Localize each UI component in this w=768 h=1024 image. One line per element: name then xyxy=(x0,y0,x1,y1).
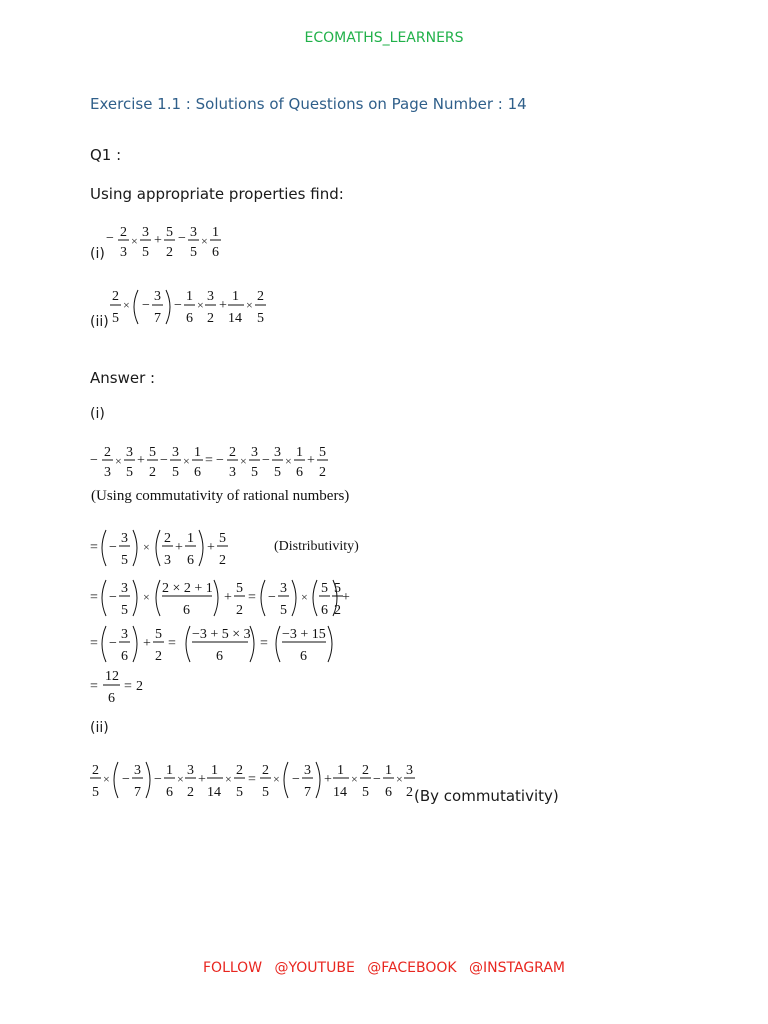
svg-text:1: 1 xyxy=(166,763,173,778)
svg-text:+: + xyxy=(307,453,315,468)
svg-text:6: 6 xyxy=(166,785,173,800)
svg-text:1: 1 xyxy=(385,763,392,778)
svg-text:5: 5 xyxy=(262,785,269,800)
question-part-i-label: (i) xyxy=(90,246,105,262)
svg-text:5: 5 xyxy=(219,531,226,546)
question-label: Q1 : xyxy=(90,146,122,164)
svg-text:5: 5 xyxy=(321,581,328,596)
svg-text:2: 2 xyxy=(406,785,413,800)
svg-text:3: 3 xyxy=(190,225,197,240)
svg-text:6: 6 xyxy=(121,649,128,664)
svg-text:=: = xyxy=(205,453,213,468)
svg-text:5: 5 xyxy=(257,311,264,326)
svg-text:2: 2 xyxy=(112,289,119,304)
svg-text:6: 6 xyxy=(183,603,190,618)
svg-text:5: 5 xyxy=(166,225,173,240)
svg-text:2: 2 xyxy=(362,763,369,778)
svg-text:6: 6 xyxy=(187,553,194,568)
svg-text:2: 2 xyxy=(104,445,111,460)
answer-i-step-4 xyxy=(88,620,338,668)
svg-text:−3 + 15: −3 + 15 xyxy=(282,627,326,642)
svg-text:=: = xyxy=(168,636,176,651)
svg-text:5: 5 xyxy=(362,785,369,800)
svg-text:2: 2 xyxy=(155,649,162,664)
svg-text:1: 1 xyxy=(194,445,201,460)
svg-text:14: 14 xyxy=(228,311,242,326)
svg-text:6: 6 xyxy=(186,311,193,326)
svg-text:2: 2 xyxy=(92,763,99,778)
answer-ii-step-1 xyxy=(88,756,418,804)
svg-text:3: 3 xyxy=(229,465,236,480)
svg-text:6: 6 xyxy=(296,465,303,480)
svg-text:3: 3 xyxy=(251,445,258,460)
question-i-expression xyxy=(104,222,234,260)
social-footer xyxy=(0,960,768,976)
question-ii-expression xyxy=(108,284,278,330)
svg-text:2: 2 xyxy=(149,465,156,480)
svg-text:3: 3 xyxy=(406,763,413,778)
answer-i-step-1 xyxy=(88,440,338,480)
svg-text:2: 2 xyxy=(236,603,243,618)
svg-text:7: 7 xyxy=(154,311,161,326)
svg-text:×: × xyxy=(396,772,403,786)
svg-text:×: × xyxy=(246,298,253,312)
svg-text:−3 + 5 × 3: −3 + 5 × 3 xyxy=(192,627,251,642)
svg-text:3: 3 xyxy=(154,289,161,304)
svg-text:=: = xyxy=(90,636,98,651)
svg-text:×: × xyxy=(115,454,122,468)
svg-text:−: − xyxy=(216,453,224,468)
svg-text:2: 2 xyxy=(166,245,173,260)
svg-text:−: − xyxy=(109,636,117,651)
svg-text:−: − xyxy=(178,231,186,246)
svg-text:+: + xyxy=(154,233,162,248)
site-header: ECOMATHS_LEARNERS xyxy=(304,30,464,46)
svg-text:5: 5 xyxy=(190,245,197,260)
svg-text:1: 1 xyxy=(211,763,218,778)
svg-text:5: 5 xyxy=(236,581,243,596)
svg-text:×: × xyxy=(143,540,150,554)
svg-text:+: + xyxy=(324,772,332,787)
svg-text:5: 5 xyxy=(334,581,341,596)
svg-text:−: − xyxy=(142,298,150,313)
svg-text:12: 12 xyxy=(105,669,119,684)
svg-text:3: 3 xyxy=(134,763,141,778)
svg-text:×: × xyxy=(183,454,190,468)
answer-i-step-3 xyxy=(88,574,358,622)
svg-text:3: 3 xyxy=(121,531,128,546)
svg-text:+: + xyxy=(175,540,183,555)
svg-text:7: 7 xyxy=(134,785,141,800)
svg-text:+: + xyxy=(219,298,227,313)
svg-text:−: − xyxy=(90,453,98,468)
svg-text:2: 2 xyxy=(262,763,269,778)
svg-text:+: + xyxy=(207,540,215,555)
svg-text:×: × xyxy=(273,772,280,786)
answer-i-step-3-tail xyxy=(334,574,370,622)
answer-label: Answer : xyxy=(90,369,156,387)
svg-text:3: 3 xyxy=(172,445,179,460)
svg-text:+: + xyxy=(137,453,145,468)
answer-i-result xyxy=(88,666,158,708)
instagram-link[interactable]: @INSTAGRAM xyxy=(469,960,565,976)
svg-text:5: 5 xyxy=(319,445,326,460)
svg-text:6: 6 xyxy=(300,649,307,664)
svg-text:×: × xyxy=(225,772,232,786)
svg-text:−: − xyxy=(109,590,117,605)
svg-text:=: = xyxy=(248,590,256,605)
svg-text:3: 3 xyxy=(274,445,281,460)
svg-text:5: 5 xyxy=(92,785,99,800)
svg-text:3: 3 xyxy=(121,627,128,642)
svg-text:14: 14 xyxy=(207,785,221,800)
svg-text:3: 3 xyxy=(121,581,128,596)
svg-text:2: 2 xyxy=(229,445,236,460)
svg-text:7: 7 xyxy=(304,785,311,800)
svg-text:−: − xyxy=(262,453,270,468)
svg-text:5: 5 xyxy=(121,603,128,618)
svg-text:1: 1 xyxy=(232,289,239,304)
svg-text:2: 2 xyxy=(257,289,264,304)
svg-text:3: 3 xyxy=(142,225,149,240)
svg-text:2: 2 xyxy=(120,225,127,240)
svg-text:−: − xyxy=(174,298,182,313)
question-part-ii-label: (ii) xyxy=(90,314,109,330)
svg-text:5: 5 xyxy=(172,465,179,480)
svg-text:2 × 2 + 1: 2 × 2 + 1 xyxy=(162,581,213,596)
svg-text:6: 6 xyxy=(321,603,328,618)
svg-text:2: 2 xyxy=(219,553,226,568)
svg-text:2: 2 xyxy=(319,465,326,480)
svg-text:×: × xyxy=(197,298,204,312)
svg-text:2: 2 xyxy=(164,531,171,546)
follow-label: FOLLOW xyxy=(203,960,263,976)
svg-text:5: 5 xyxy=(155,627,162,642)
svg-text:5: 5 xyxy=(274,465,281,480)
distributivity-note: (Distributivity) xyxy=(274,539,359,554)
svg-text:5: 5 xyxy=(112,311,119,326)
svg-text:3: 3 xyxy=(120,245,127,260)
svg-text:×: × xyxy=(201,234,208,248)
svg-text:×: × xyxy=(301,590,308,604)
svg-text:−: − xyxy=(154,772,162,787)
svg-text:+: + xyxy=(198,772,206,787)
svg-text:6: 6 xyxy=(216,649,223,664)
svg-text:5: 5 xyxy=(280,603,287,618)
svg-text:14: 14 xyxy=(333,785,347,800)
svg-text:1: 1 xyxy=(337,763,344,778)
svg-text:=: = xyxy=(124,679,132,694)
commutativity-note: (Using commutativity of rational numbers) xyxy=(91,488,350,504)
svg-text:=: = xyxy=(90,679,98,694)
svg-text:−: − xyxy=(122,772,130,787)
answer-part-i-label: (i) xyxy=(90,406,105,422)
svg-text:1: 1 xyxy=(296,445,303,460)
svg-text:−: − xyxy=(109,540,117,555)
svg-text:=: = xyxy=(90,540,98,555)
svg-text:×: × xyxy=(240,454,247,468)
svg-text:5: 5 xyxy=(236,785,243,800)
svg-text:×: × xyxy=(285,454,292,468)
svg-text:5: 5 xyxy=(251,465,258,480)
svg-text:1: 1 xyxy=(212,225,219,240)
svg-text:6: 6 xyxy=(194,465,201,480)
youtube-link[interactable]: @YOUTUBE xyxy=(274,960,355,976)
svg-text:5: 5 xyxy=(121,553,128,568)
svg-text:×: × xyxy=(143,590,150,604)
svg-text:3: 3 xyxy=(104,465,111,480)
svg-text:3: 3 xyxy=(207,289,214,304)
svg-text:−: − xyxy=(373,772,381,787)
svg-text:1: 1 xyxy=(186,289,193,304)
svg-text:6: 6 xyxy=(212,245,219,260)
svg-text:−: − xyxy=(292,772,300,787)
svg-text:5: 5 xyxy=(142,245,149,260)
svg-text:2: 2 xyxy=(236,763,243,778)
svg-text:2: 2 xyxy=(334,603,341,618)
facebook-link[interactable]: @FACEBOOK xyxy=(367,960,457,976)
svg-text:+: + xyxy=(224,590,232,605)
svg-text:−: − xyxy=(106,231,114,246)
svg-text:=: = xyxy=(90,590,98,605)
svg-text:=: = xyxy=(260,636,268,651)
svg-text:2: 2 xyxy=(187,785,194,800)
svg-text:6: 6 xyxy=(108,691,115,706)
svg-text:3: 3 xyxy=(187,763,194,778)
svg-text:×: × xyxy=(103,772,110,786)
svg-text:2: 2 xyxy=(207,311,214,326)
svg-text:3: 3 xyxy=(280,581,287,596)
answer-i-step-2 xyxy=(88,524,268,572)
svg-text:3: 3 xyxy=(164,553,171,568)
svg-text:−: − xyxy=(268,590,276,605)
exercise-title: Exercise 1.1 : Solutions of Questions on Page Number : 14 xyxy=(90,95,527,113)
answer-part-ii-label: (ii) xyxy=(90,720,109,736)
svg-text:×: × xyxy=(131,234,138,248)
svg-text:+: + xyxy=(342,590,350,605)
svg-text:×: × xyxy=(351,772,358,786)
svg-text:6: 6 xyxy=(385,785,392,800)
svg-text:×: × xyxy=(177,772,184,786)
svg-text:2: 2 xyxy=(136,679,143,694)
svg-text:3: 3 xyxy=(304,763,311,778)
svg-text:1: 1 xyxy=(187,531,194,546)
svg-text:×: × xyxy=(123,298,130,312)
svg-text:3: 3 xyxy=(126,445,133,460)
svg-text:=: = xyxy=(248,772,256,787)
svg-text:5: 5 xyxy=(126,465,133,480)
question-prompt: Using appropriate properties find: xyxy=(90,185,344,203)
by-commutativity-note: (By commutativity) xyxy=(414,787,559,805)
svg-text:5: 5 xyxy=(149,445,156,460)
svg-text:−: − xyxy=(160,453,168,468)
svg-text:+: + xyxy=(143,636,151,651)
